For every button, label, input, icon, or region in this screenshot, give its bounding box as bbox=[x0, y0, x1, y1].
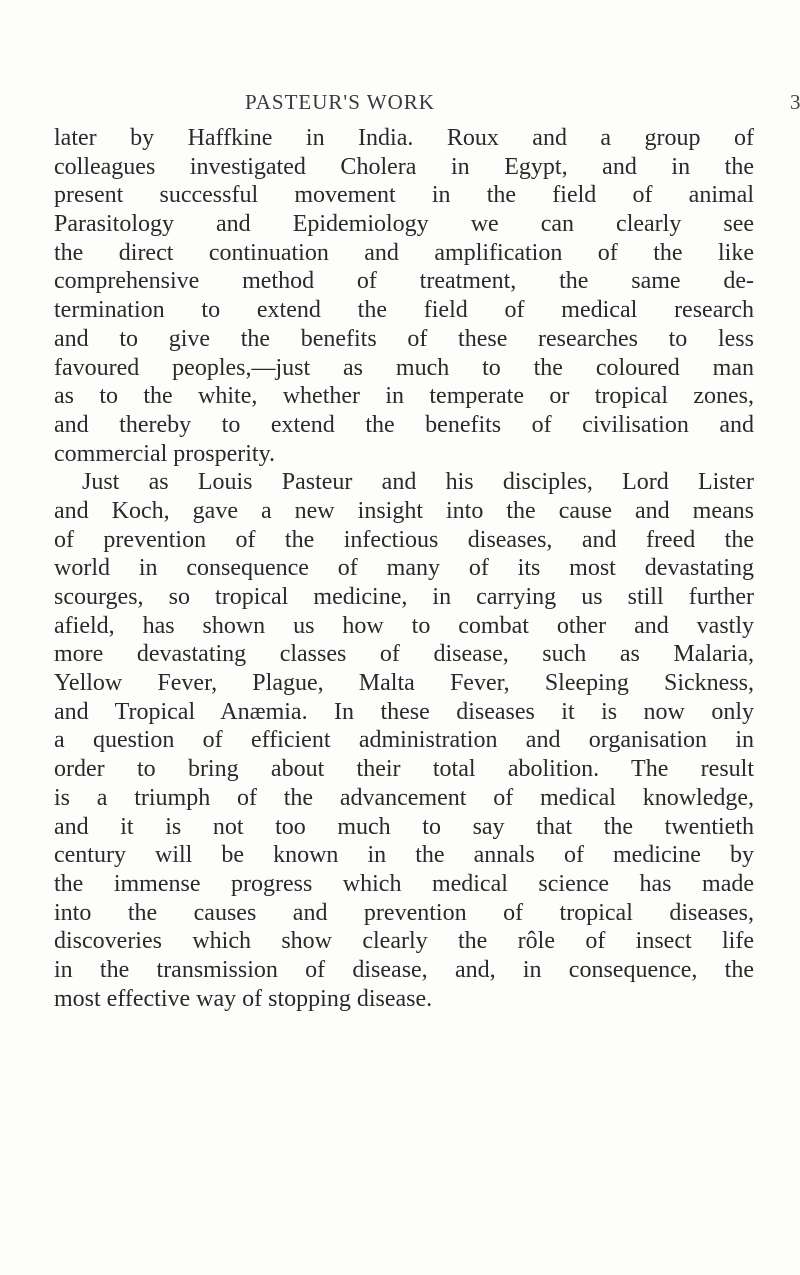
text-line: discoveries which show clearly the rôle of insect life bbox=[54, 928, 754, 955]
text-line: century will be known in the annals of medicine by bbox=[54, 842, 754, 869]
text-line: and Tropical Anæmia. In these diseases it is now only bbox=[54, 698, 754, 725]
text-line: and Koch, gave a new insight into the cause and means bbox=[54, 497, 754, 524]
text-line: scourges, so tropical medicine, in carrying us still further bbox=[54, 584, 754, 610]
text-line: of prevention of the infectious diseases, and freed the bbox=[54, 526, 754, 553]
text-line: a question of efficient administration and organisation in bbox=[54, 727, 754, 754]
text-line: later by Haffkine in India. Roux and a group of bbox=[54, 125, 754, 151]
page-number: 3 bbox=[790, 90, 800, 114]
text-line: is a triumph of the advancement of medical knowledge, bbox=[54, 784, 754, 811]
text-line: termination to extend the field of medical research bbox=[54, 297, 754, 324]
text-line: order to bring about their total abolition. The result bbox=[54, 756, 754, 783]
text-line: colleagues investigated Cholera in Egypt, and in the bbox=[54, 153, 754, 180]
text-line: in the transmission of disease, and, in consequence, the bbox=[54, 956, 754, 983]
text-line: and thereby to extend the benefits of civilisation and bbox=[54, 411, 754, 438]
text-line: and it is not too much to say that the twentieth bbox=[54, 813, 754, 840]
text-line: the immense progress which medical science has made bbox=[54, 870, 754, 897]
text-line: as to the white, whether in temperate or tropical zones, bbox=[54, 383, 754, 410]
text-line: into the causes and prevention of tropical diseases, bbox=[54, 899, 754, 926]
text-line: present successful movement in the field of animal bbox=[54, 182, 754, 209]
text-line: Just as Louis Pasteur and his disciples, Lord Lister bbox=[82, 469, 754, 496]
text-line: comprehensive method of treatment, the same de- bbox=[54, 268, 754, 295]
running-title: PASTEUR'S WORK bbox=[245, 90, 435, 114]
text-line: afield, has shown us how to combat other and vastly bbox=[54, 612, 754, 639]
text-line: commercial prosperity. bbox=[54, 440, 276, 467]
text-line: Parasitology and Epidemiology we can clearly see bbox=[54, 211, 754, 238]
body-text bbox=[54, 124, 754, 1013]
text-line: the direct continuation and amplification of the like bbox=[54, 239, 754, 266]
text-line: Yellow Fever, Plague, Malta Fever, Sleeping Sickness, bbox=[54, 670, 754, 697]
text-line: more devastating classes of disease, such as Malaria, bbox=[54, 641, 754, 668]
text-line: and to give the benefits of these researches to less bbox=[54, 325, 754, 352]
text-line: favoured peoples,—just as much to the coloured man bbox=[54, 354, 754, 381]
text-line: world in consequence of many of its most devastating bbox=[54, 555, 754, 582]
running-head bbox=[0, 90, 800, 120]
text-line: most effective way of stopping disease. bbox=[54, 985, 433, 1012]
